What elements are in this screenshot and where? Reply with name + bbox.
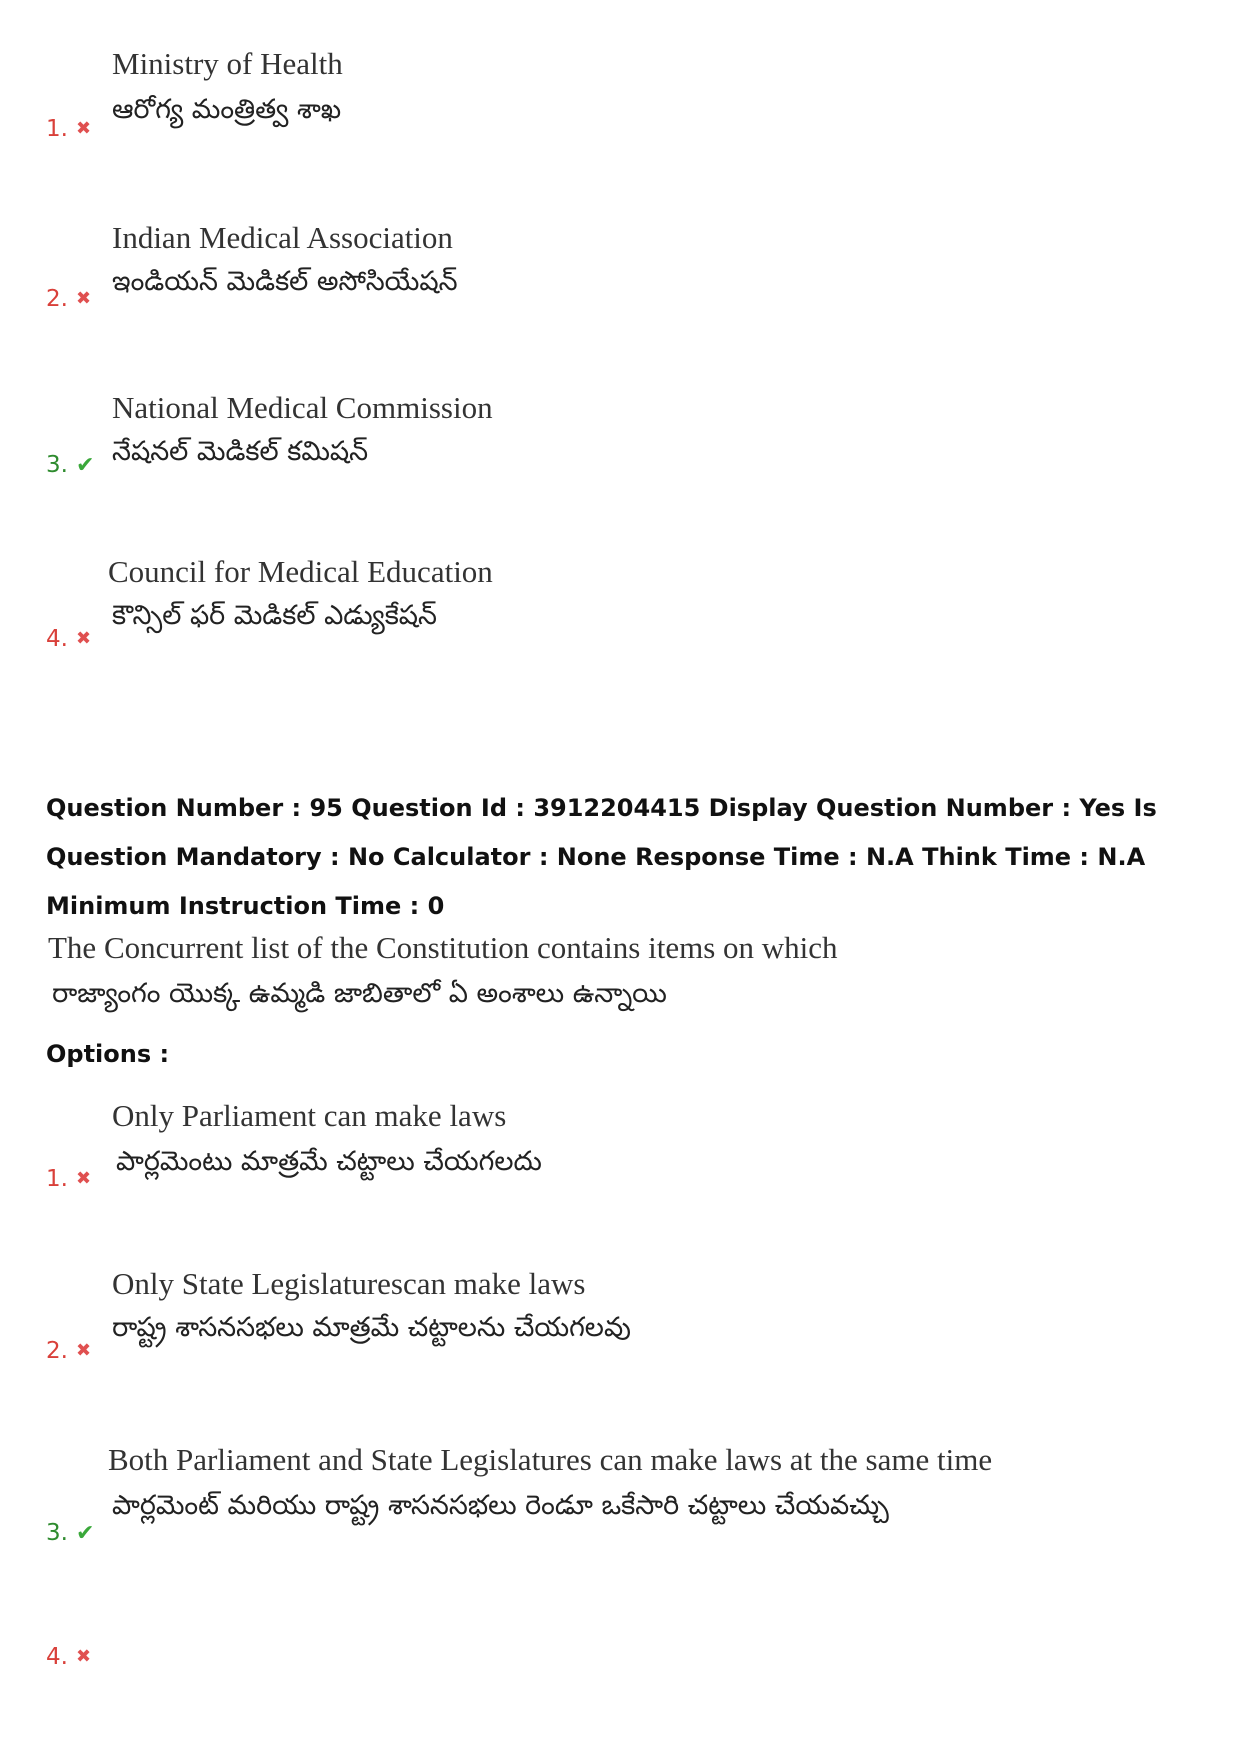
prev-option-1-number: 1. ✖ <box>46 116 92 142</box>
option-2-text-te: రాష్ట్ర శాసనసభలు మాత్రమే చట్టాలను చేయగలవు <box>112 1312 631 1343</box>
option-2-text-en: Only State Legislaturescan make laws <box>112 1266 586 1301</box>
option-1-number: 1. ✖ <box>46 1166 92 1192</box>
prev-option-1-text-en: Ministry of Health <box>112 46 343 81</box>
option-1-text-en: Only Parliament can make laws <box>112 1098 507 1133</box>
option-3-number: 3. ✔ <box>46 1520 95 1546</box>
prev-option-2-text-en: Indian Medical Association <box>112 220 453 255</box>
question-metadata: Question Number : 95 Question Id : 3912204415 Display Question Number : Yes Is Question Mandatory : No Calculator : None Response Time : N.A Think Time : N.A Minimum Instruction Time : 0 <box>46 794 1157 920</box>
prev-option-3-number: 3. ✔ <box>46 452 95 478</box>
question-stem-en: The Concurrent list of the Constitution contains items on which <box>48 930 838 965</box>
cross-icon: ✖ <box>75 628 92 649</box>
cross-icon: ✖ <box>75 1168 92 1189</box>
question-stem-te: రాజ్యాంగం యొక్క ఉమ్మడి జాబితాలో ఏ అంశాలు ఉన్నాయి <box>52 978 667 1009</box>
prev-option-2-text-te: ఇండియన్ మెడికల్ అసోసియేషన్ <box>112 266 458 297</box>
prev-option-4-text-en: Council for Medical Education <box>108 554 493 589</box>
prev-option-4-number: 4. ✖ <box>46 626 92 652</box>
cross-icon: ✖ <box>75 288 92 309</box>
option-4-number: 4. ✖ <box>46 1644 92 1670</box>
check-icon: ✔ <box>75 453 95 478</box>
prev-option-3-text-en: National Medical Commission <box>112 390 493 425</box>
prev-option-3-text-te: నేషనల్ మెడికల్ కమిషన్ <box>112 436 369 467</box>
option-1-text-te: పార్లమెంటు మాత్రమే చట్టాలు చేయగలదు <box>116 1146 542 1177</box>
option-3-text-te: పార్లమెంట్ మరియు రాష్ట్ర శాసనసభలు రెండూ ఒకేసారి చట్టాలు చేయవచ్చు <box>112 1490 889 1521</box>
prev-option-4-text-te: కౌన్సిల్ ఫర్ మెడికల్ ఎడ్యుకేషన్ <box>112 600 437 631</box>
option-3-text-en: Both Parliament and State Legislatures can make laws at the same time <box>108 1442 993 1477</box>
prev-option-1-text-te: ఆరోగ్య మంత్రిత్వ శాఖ <box>112 94 342 125</box>
check-icon: ✔ <box>75 1521 95 1546</box>
option-2-number: 2. ✖ <box>46 1338 92 1364</box>
cross-icon: ✖ <box>75 118 92 139</box>
cross-icon: ✖ <box>75 1340 92 1361</box>
options-label: Options : <box>46 1040 170 1068</box>
prev-option-2-number: 2. ✖ <box>46 286 92 312</box>
cross-icon: ✖ <box>75 1646 92 1667</box>
